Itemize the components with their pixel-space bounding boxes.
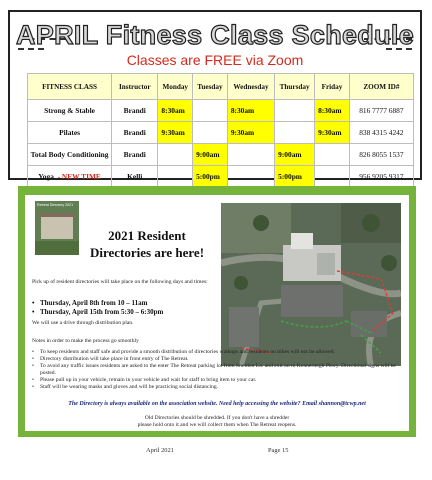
- time-cell: [227, 166, 274, 188]
- list-item: • Directory distribution will take place in front entry of The Retreat.: [32, 356, 404, 363]
- directory-content: [25, 195, 409, 431]
- lawn: [35, 241, 79, 255]
- list-item: • Staff will be wearing masks and gloves and will be practicing social distancing.: [32, 384, 404, 391]
- time-cell: 9:30am: [315, 122, 350, 144]
- directory-cover-image: [35, 201, 79, 255]
- time-cell: [158, 144, 193, 166]
- time-cell: [227, 144, 274, 166]
- time-cell: [193, 100, 228, 122]
- heading-line: Directories are here!: [89, 245, 205, 260]
- time-cell: [158, 166, 193, 188]
- directory-announcement-panel: [18, 186, 416, 437]
- column-header: ZOOM ID#: [349, 74, 413, 100]
- pickup-dates: [32, 299, 222, 317]
- pickup-intro: Pick up of resident directories will take place on the following days and times:: [32, 279, 208, 285]
- table-row: [28, 100, 414, 122]
- class-name: Strong & Stable: [28, 100, 112, 122]
- class-name-text: Yoga: [38, 172, 54, 181]
- process-notes-list: [32, 349, 404, 391]
- instructor: Kelli: [112, 166, 158, 188]
- list-item: • To avoid any traffic issues residents are asked to the enter The Retreat parking lot from Sheldon Ln. and exit on to Kennerleigh Pkwy. Directional signs will be posted.: [32, 363, 404, 377]
- shredding-line: please hold onto it and we will collect them when The Retreat reopens.: [137, 422, 297, 428]
- time-cell: 9:30am: [227, 122, 274, 144]
- time-cell: 9:30am: [158, 122, 193, 144]
- schedule-title: APRIL Fitness Class Schedule: [15, 20, 415, 50]
- time-cell: 5:00pm: [275, 166, 315, 188]
- class-name: Pilates: [28, 122, 112, 144]
- column-header: Friday: [315, 74, 350, 100]
- zoom-id: 816 7777 6887: [349, 100, 413, 122]
- time-cell: 9:00am: [275, 144, 315, 166]
- table-header-row: [28, 74, 414, 100]
- time-cell: 5:00pm: [193, 166, 228, 188]
- time-cell: 9:00am: [193, 144, 228, 166]
- column-header: Monday: [158, 74, 193, 100]
- column-header: Wednesday: [227, 74, 274, 100]
- directory-heading: [83, 227, 211, 261]
- column-header: FITNESS CLASS: [28, 74, 112, 100]
- time-cell: [193, 122, 228, 144]
- footer-page-number: Page 15: [268, 447, 289, 454]
- website-note: The Directory is always available on the association website. Need help accessing the website? Email shannon@tcwp.net: [68, 401, 366, 407]
- class-name: Total Body Conditioning: [28, 144, 112, 166]
- zoom-id: 826 8055 1537: [349, 144, 413, 166]
- zoom-id: 838 4315 4242: [349, 122, 413, 144]
- aerial-map: [221, 203, 401, 366]
- time-cell: [315, 144, 350, 166]
- list-item: • Please pull up in your vehicle, remain in your vehicle and wait for staff to bring item to your car.: [32, 377, 404, 384]
- shredding-note: [25, 415, 409, 429]
- schedule-table: [27, 73, 414, 188]
- table-row: [28, 144, 414, 166]
- building: [41, 217, 73, 239]
- heading-line: 2021 Resident: [108, 228, 186, 243]
- pickup-date: • Thursday, April 15th from 5:30 – 6:30pm: [32, 308, 222, 317]
- table-row: [28, 166, 414, 188]
- pickup-date: • Thursday, April 8th from 10 – 11am: [32, 299, 222, 308]
- cover-caption: Retreat Directory 2021: [37, 203, 74, 207]
- zoom-id: 956 9205 9317: [349, 166, 413, 188]
- class-name: [28, 166, 112, 188]
- shredding-line: Old Directories should be shredded. If you don't have a shredder: [144, 415, 290, 421]
- new-time-badge: - NEW TIME: [57, 172, 101, 181]
- time-cell: [315, 166, 350, 188]
- time-cell: 8:30am: [227, 100, 274, 122]
- time-cell: 8:30am: [315, 100, 350, 122]
- time-cell: [275, 122, 315, 144]
- instructor: Brandi: [112, 100, 158, 122]
- time-cell: 8:30am: [158, 100, 193, 122]
- drive-through-note: We will use a drive through distribution plan.: [32, 320, 134, 326]
- table-row: [28, 122, 414, 144]
- column-header: Tuesday: [193, 74, 228, 100]
- time-cell: [275, 100, 315, 122]
- list-item: • To keep residents and staff safe and provide a smooth distribution of directories walkups and residents on bikes will not be allowed.: [32, 349, 404, 356]
- footer-date: April 2021: [146, 447, 174, 454]
- schedule-subtitle: Classes are FREE via Zoom: [126, 52, 304, 68]
- fitness-schedule-panel: [8, 10, 422, 180]
- process-notes-label: Notes in order to make the process go smoothly: [32, 338, 139, 344]
- column-header: Instructor: [112, 74, 158, 100]
- instructor: Brandi: [112, 144, 158, 166]
- instructor: Brandi: [112, 122, 158, 144]
- column-header: Thursday: [275, 74, 315, 100]
